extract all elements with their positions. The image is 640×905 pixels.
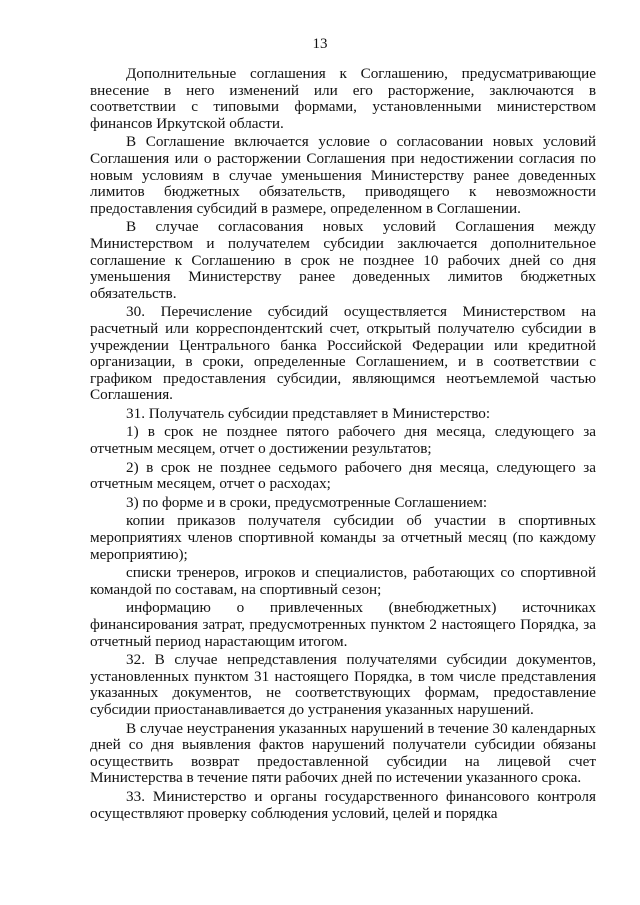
- list-item-31-3: 3) по форме и в сроки, предусмотренные Соглашением:: [126, 493, 488, 511]
- paragraph-31: 31. Получатель субсидии представляет в Министерство:: [126, 404, 491, 422]
- paragraph-new-conditions: В случае согласования новых условий Соглашения между Министерством и получателем субсидии заключается дополнительное соглашение к Соглашению в срок не позднее 10 рабочих дней со дня уменьшения Министерству ранее доведенных лимитов бюджетных обязательств.: [90, 218, 596, 302]
- list-item-funding-information: информацию о привлеченных (внебюджетных) источниках финансирования затрат, предусмотренных пунктом 2 настоящего Порядка, за отчетный период нарастающим итогом.: [90, 599, 596, 650]
- list-item-staff-lists: списки тренеров, игроков и специалистов, работающих со спортивной командой по составам, на спортивный сезон;: [90, 564, 596, 598]
- list-item-31-2: 2) в срок не позднее седьмого рабочего дня месяца, следующего за отчетным месяцем, отчет о расходах;: [90, 458, 596, 493]
- paragraph-violations: В случае неустранения указанных нарушений в течение 30 календарных дней со дня выявления фактов нарушений получатели субсидии обязаны осуществить возврат предоставленной субсидии на лицевой счет Министерства в течение пяти рабочих дней по истечении указанного срока.: [90, 719, 596, 787]
- paragraph-32: 32. В случае непредставления получателями субсидии документов, установленных пунктом 31 настоящего Порядка, в том числе представления указанных документов, не соответствующих формам, предоставление субсидии приостанавливается до устранения указанных нарушений.: [90, 651, 596, 718]
- document-body: [90, 66, 596, 822]
- paragraph-additional-agreements: Дополнительные соглашения к Соглашению, предусматривающие внесение в него изменений или его расторжение, заключаются в соответствии с типовыми формами, установленными министерством финансов Иркутской области.: [90, 65, 596, 132]
- page-number: 13: [312, 36, 328, 52]
- paragraph-33: 33. Министерство и органы государственного финансового контроля осуществляют проверку соблюдения условий, целей и порядка: [90, 787, 596, 822]
- paragraph-agreement-condition: В Соглашение включается условие о согласовании новых условий Соглашения или о расторжении Соглашения при недостижении согласия по новым условиям в случае уменьшения Министерству ранее доведенных лимитов бюджетных обязательств, приводящего к невозможности предоставления субсидий в размере, определенном в Соглашении.: [90, 133, 596, 217]
- list-item-orders-copies: копии приказов получателя субсидии об участии в спортивных мероприятиях членов спортивной команды за отчетный месяц (по каждому мероприятию);: [90, 512, 596, 563]
- list-item-31-1: 1) в срок не позднее пятого рабочего дня месяца, следующего за отчетным месяцем, отчет о достижении результатов;: [90, 423, 596, 458]
- paragraph-30: 30. Перечисление субсидий осуществляется Министерством на расчетный или корреспондентский счет, открытый получателю субсидии в учреждении Центрального банка Российской Федерации или кредитной организации, в сроки, определенные Соглашением, и в соответствии с графиком предоставления субсидии, являющимся неотъемлемой частью Соглашения.: [90, 303, 596, 404]
